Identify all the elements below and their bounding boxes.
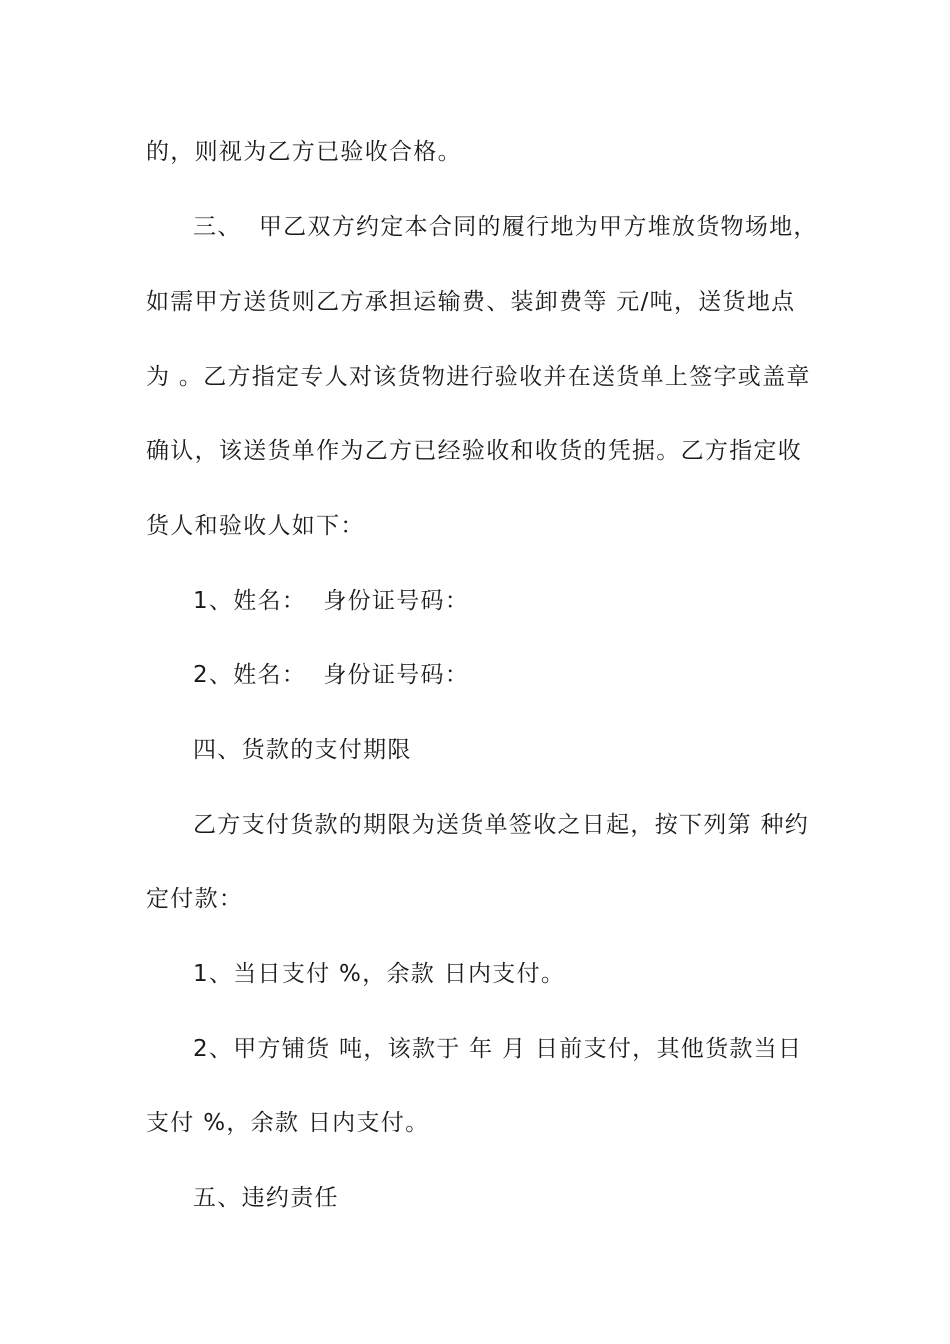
text-line-14: 支付 %，余款 日内支付。	[146, 1110, 430, 1136]
payment-option-1: 1、当日支付 %，余款 日内支付。	[193, 961, 566, 987]
section-five-heading: 五、违约责任	[193, 1185, 339, 1211]
section-four-heading: 四、货款的支付期限	[193, 737, 412, 763]
receiver-item-1: 1、姓名： 身份证号码：	[193, 588, 470, 614]
clause-three-heading-line: 三、 甲乙双方约定本合同的履行地为甲方堆放货物场地，	[193, 214, 818, 240]
text-line-11: 定付款：	[146, 886, 244, 912]
text-line-3: 如需甲方送货则乙方承担运输费、装卸费等 元/吨，送货地点	[146, 289, 796, 315]
text-line-6: 货人和验收人如下：	[146, 513, 365, 539]
text-line-1: 的，则视为乙方已验收合格。	[146, 139, 462, 165]
payment-option-2: 2、甲方铺货 吨，该款于 年 月 日前支付，其他货款当日	[193, 1036, 803, 1062]
text-line-4: 为 。乙方指定专人对该货物进行验收并在送货单上签字或盖章	[146, 364, 811, 390]
text-line-10: 乙方支付货款的期限为送货单签收之日起，按下列第 种约	[193, 812, 810, 838]
text-line-5: 确认，该送货单作为乙方已经验收和收货的凭据。乙方指定收	[146, 438, 803, 464]
receiver-item-2: 2、姓名： 身份证号码：	[193, 662, 470, 688]
